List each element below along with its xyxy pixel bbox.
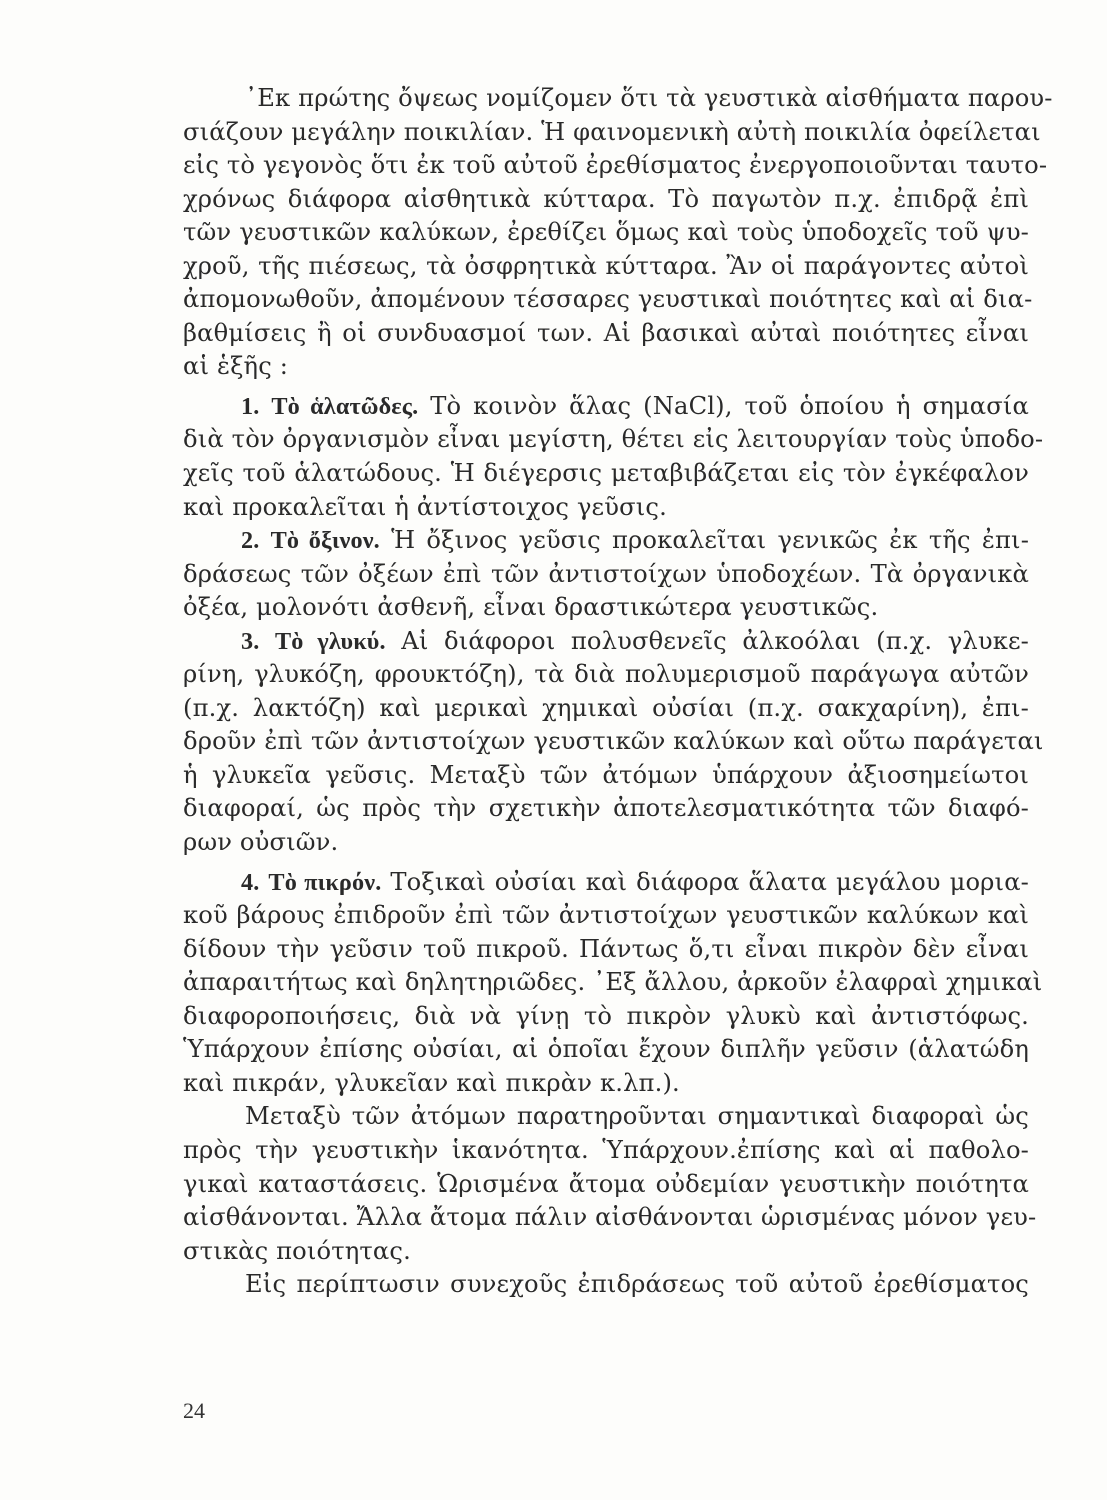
p1-line-6: χροῦ, τῆς πιέσεως, τὰ ὀσφρητικὰ κύτταρα. Ἂν οἱ παράγοντες αὐτοὶ — [183, 251, 1029, 280]
p1-line-1: ᾿Εκ πρώτης ὄψεως νομίζομεν ὅτι τὰ γευστικὰ αἰσθήματα παρου- — [245, 84, 1053, 112]
p3-first-rest: Ἡ ὄξινος γεῦσις προκαλεῖται γενικῶς ἐκ τῆς ἐπι- — [391, 526, 1030, 555]
p6-line-1: Μεταξὺ τῶν ἀτόμων παρατηροῦνται σημαντικαὶ διαφοραὶ ὡς — [245, 1102, 1029, 1131]
p2-line-3: χεῖς τοῦ ἁλατώδους. Ἡ διέγερσις μεταβιβάζεται εἰς τὸν ἐγκέφαλον — [183, 459, 1029, 488]
p4-first-rest: Αἱ διάφοροι πολυσθενεῖς ἀλκοόλαι (π.χ. γλυκε- — [401, 626, 1029, 655]
p4-line-1 — [183, 625, 1029, 659]
p1-line-8: βαθμίσεις ἢ οἱ συνδυασμοί των. Αἱ βασικαὶ αὐταὶ ποιότητες εἶναι — [183, 318, 1029, 347]
p3-line-3: ὀξέα, μολονότι ἀσθενῆ, εἶναι δραστικώτερα γευστικῶς. — [183, 593, 879, 622]
p3-line-1 — [183, 524, 1029, 558]
p6-line-5: στικὰς ποιότητας. — [183, 1236, 411, 1265]
page-number: 24 — [183, 1398, 205, 1423]
heading-sweet: Τὸ γλυκύ. — [274, 627, 386, 655]
p1-line-4: χρόνως διάφορα αἰσθητικὰ κύτταρα. Τὸ παγωτὸν π.χ. ἐπιδρᾷ ἐπὶ — [183, 184, 1029, 213]
heading-salty: Τὸ ἁλατῶδες. — [271, 392, 419, 420]
p4-line-2: ρίνη, γλυκόζη, φρουκτόζη), τὰ διὰ πολυμερισμοῦ παράγωγα αὐτῶν — [183, 660, 1029, 689]
p5-line-6: Ὑπάρχουν ἐπίσης οὐσίαι, αἱ ὁποῖαι ἔχουν διπλῆν γεῦσιν (ἁλατώδη — [183, 1035, 1029, 1064]
p5-line-3: δίδουν τὴν γεῦσιν τοῦ πικροῦ. Πάντως ὅ,τι εἶναι πικρὸν δὲν εἶναι — [183, 934, 1029, 963]
p5-line-1 — [183, 866, 1029, 900]
p6-line-2: πρὸς τὴν γευστικὴν ἱκανότητα. Ὑπάρχουν.ἐπίσης καὶ αἱ παθολο- — [183, 1135, 1029, 1164]
p1-line-9: αἱ ἑξῆς : — [183, 352, 289, 381]
p3-line-2: δράσεως τῶν ὀξέων ἐπὶ τῶν ἀντιστοίχων ὑποδοχέων. Τὰ ὀργανικὰ — [183, 559, 1029, 588]
p2-first-rest: Τὸ κοινὸν ἅλας (NaCl), τοῦ ὁποίου ἡ σημασία — [430, 391, 1029, 420]
heading-bitter: Τὸ πικρόν. — [268, 868, 382, 896]
p1-line-2: σιάζουν μεγάλην ποικιλίαν. Ἡ φαινομενικὴ αὐτὴ ποικιλία ὀφείλεται — [183, 117, 1041, 146]
p6-line-4: αἰσθάνονται. Ἄλλα ἄτομα πάλιν αἰσθάνονται ὡρισμένας μόνον γευ- — [183, 1203, 1037, 1232]
p5-first-rest: Τοξικαὶ οὐσίαι καὶ διάφορα ἅλατα μεγάλου μορια- — [390, 867, 1029, 896]
p4-line-6: διαφοραί, ὡς πρὸς τὴν σχετικὴν ἀποτελεσματικότητα τῶν διαφό- — [183, 794, 1029, 823]
p1-line-5: τῶν γευστικῶν καλύκων, ἐρεθίζει ὅμως καὶ τοὺς ὑποδοχεῖς τοῦ ψυ- — [183, 218, 1029, 247]
p2-line-2: διὰ τὸν ὀργανισμὸν εἶναι μεγίστη, θέτει εἰς λειτουργίαν τοὺς ὑποδο- — [183, 425, 1044, 454]
item-number-4: 4. — [241, 868, 260, 896]
body-text — [183, 82, 1053, 1302]
p6-line-3: γικαὶ καταστάσεις. Ὡρισμένα ἄτομα οὐδεμίαν γευστικὴν ποιότητα — [183, 1169, 1029, 1198]
heading-sour: Τὸ ὄξινον. — [270, 527, 380, 555]
item-number-1: 1. — [241, 392, 260, 420]
item-number-3: 3. — [241, 627, 260, 655]
p1-line-7: ἀπομονωθοῦν, ἀπομένουν τέσσαρες γευστικαὶ ποιότητες καὶ αἱ δια- — [183, 285, 1033, 314]
p5-line-5: διαφοροποιήσεις, διὰ νὰ γίνῃ τὸ πικρὸν γλυκὺ καὶ ἀντιστόφως. — [183, 1001, 1029, 1030]
p4-line-7: ρων οὐσιῶν. — [183, 828, 339, 857]
p7-line-1: Εἰς περίπτωσιν συνεχοῦς ἐπιδράσεως τοῦ αὐτοῦ ἐρεθίσματος — [245, 1270, 1029, 1299]
p1-line-3: εἰς τὸ γεγονὸς ὅτι ἐκ τοῦ αὐτοῦ ἐρεθίσματος ἐνεργοποιοῦνται ταυτο- — [183, 151, 1048, 180]
p2-line-1 — [183, 390, 1029, 424]
p5-line-2: κοῦ βάρους ἐπιδροῦν ἐπὶ τῶν ἀντιστοίχων γευστικῶν καλύκων καὶ — [183, 901, 1029, 930]
p5-line-7: καὶ πικράν, γλυκεῖαν καὶ πικρὰν κ.λπ.). — [183, 1068, 680, 1097]
p5-line-4: ἀπαραιτήτως καὶ δηλητηριῶδες. ᾿Εξ ἄλλου, ἀρκοῦν ἐλαφραὶ χημικαὶ — [183, 968, 1043, 997]
p4-line-5: ἡ γλυκεῖα γεῦσις. Μεταξὺ τῶν ἀτόμων ὑπάρχουν ἀξιοσημείωτοι — [183, 760, 1029, 789]
p4-line-4: δροῦν ἐπὶ τῶν ἀντιστοίχων γευστικῶν καλύκων καὶ οὕτω παράγεται — [183, 727, 1044, 756]
p4-line-3: (π.χ. λακτόζη) καὶ μερικαὶ χημικαὶ οὐσίαι (π.χ. σακχαρίνη), ἐπι- — [183, 693, 1029, 722]
p2-line-4: καὶ προκαλεῖται ἡ ἀντίστοιχος γεῦσις. — [183, 492, 667, 521]
item-number-2: 2. — [241, 527, 260, 555]
